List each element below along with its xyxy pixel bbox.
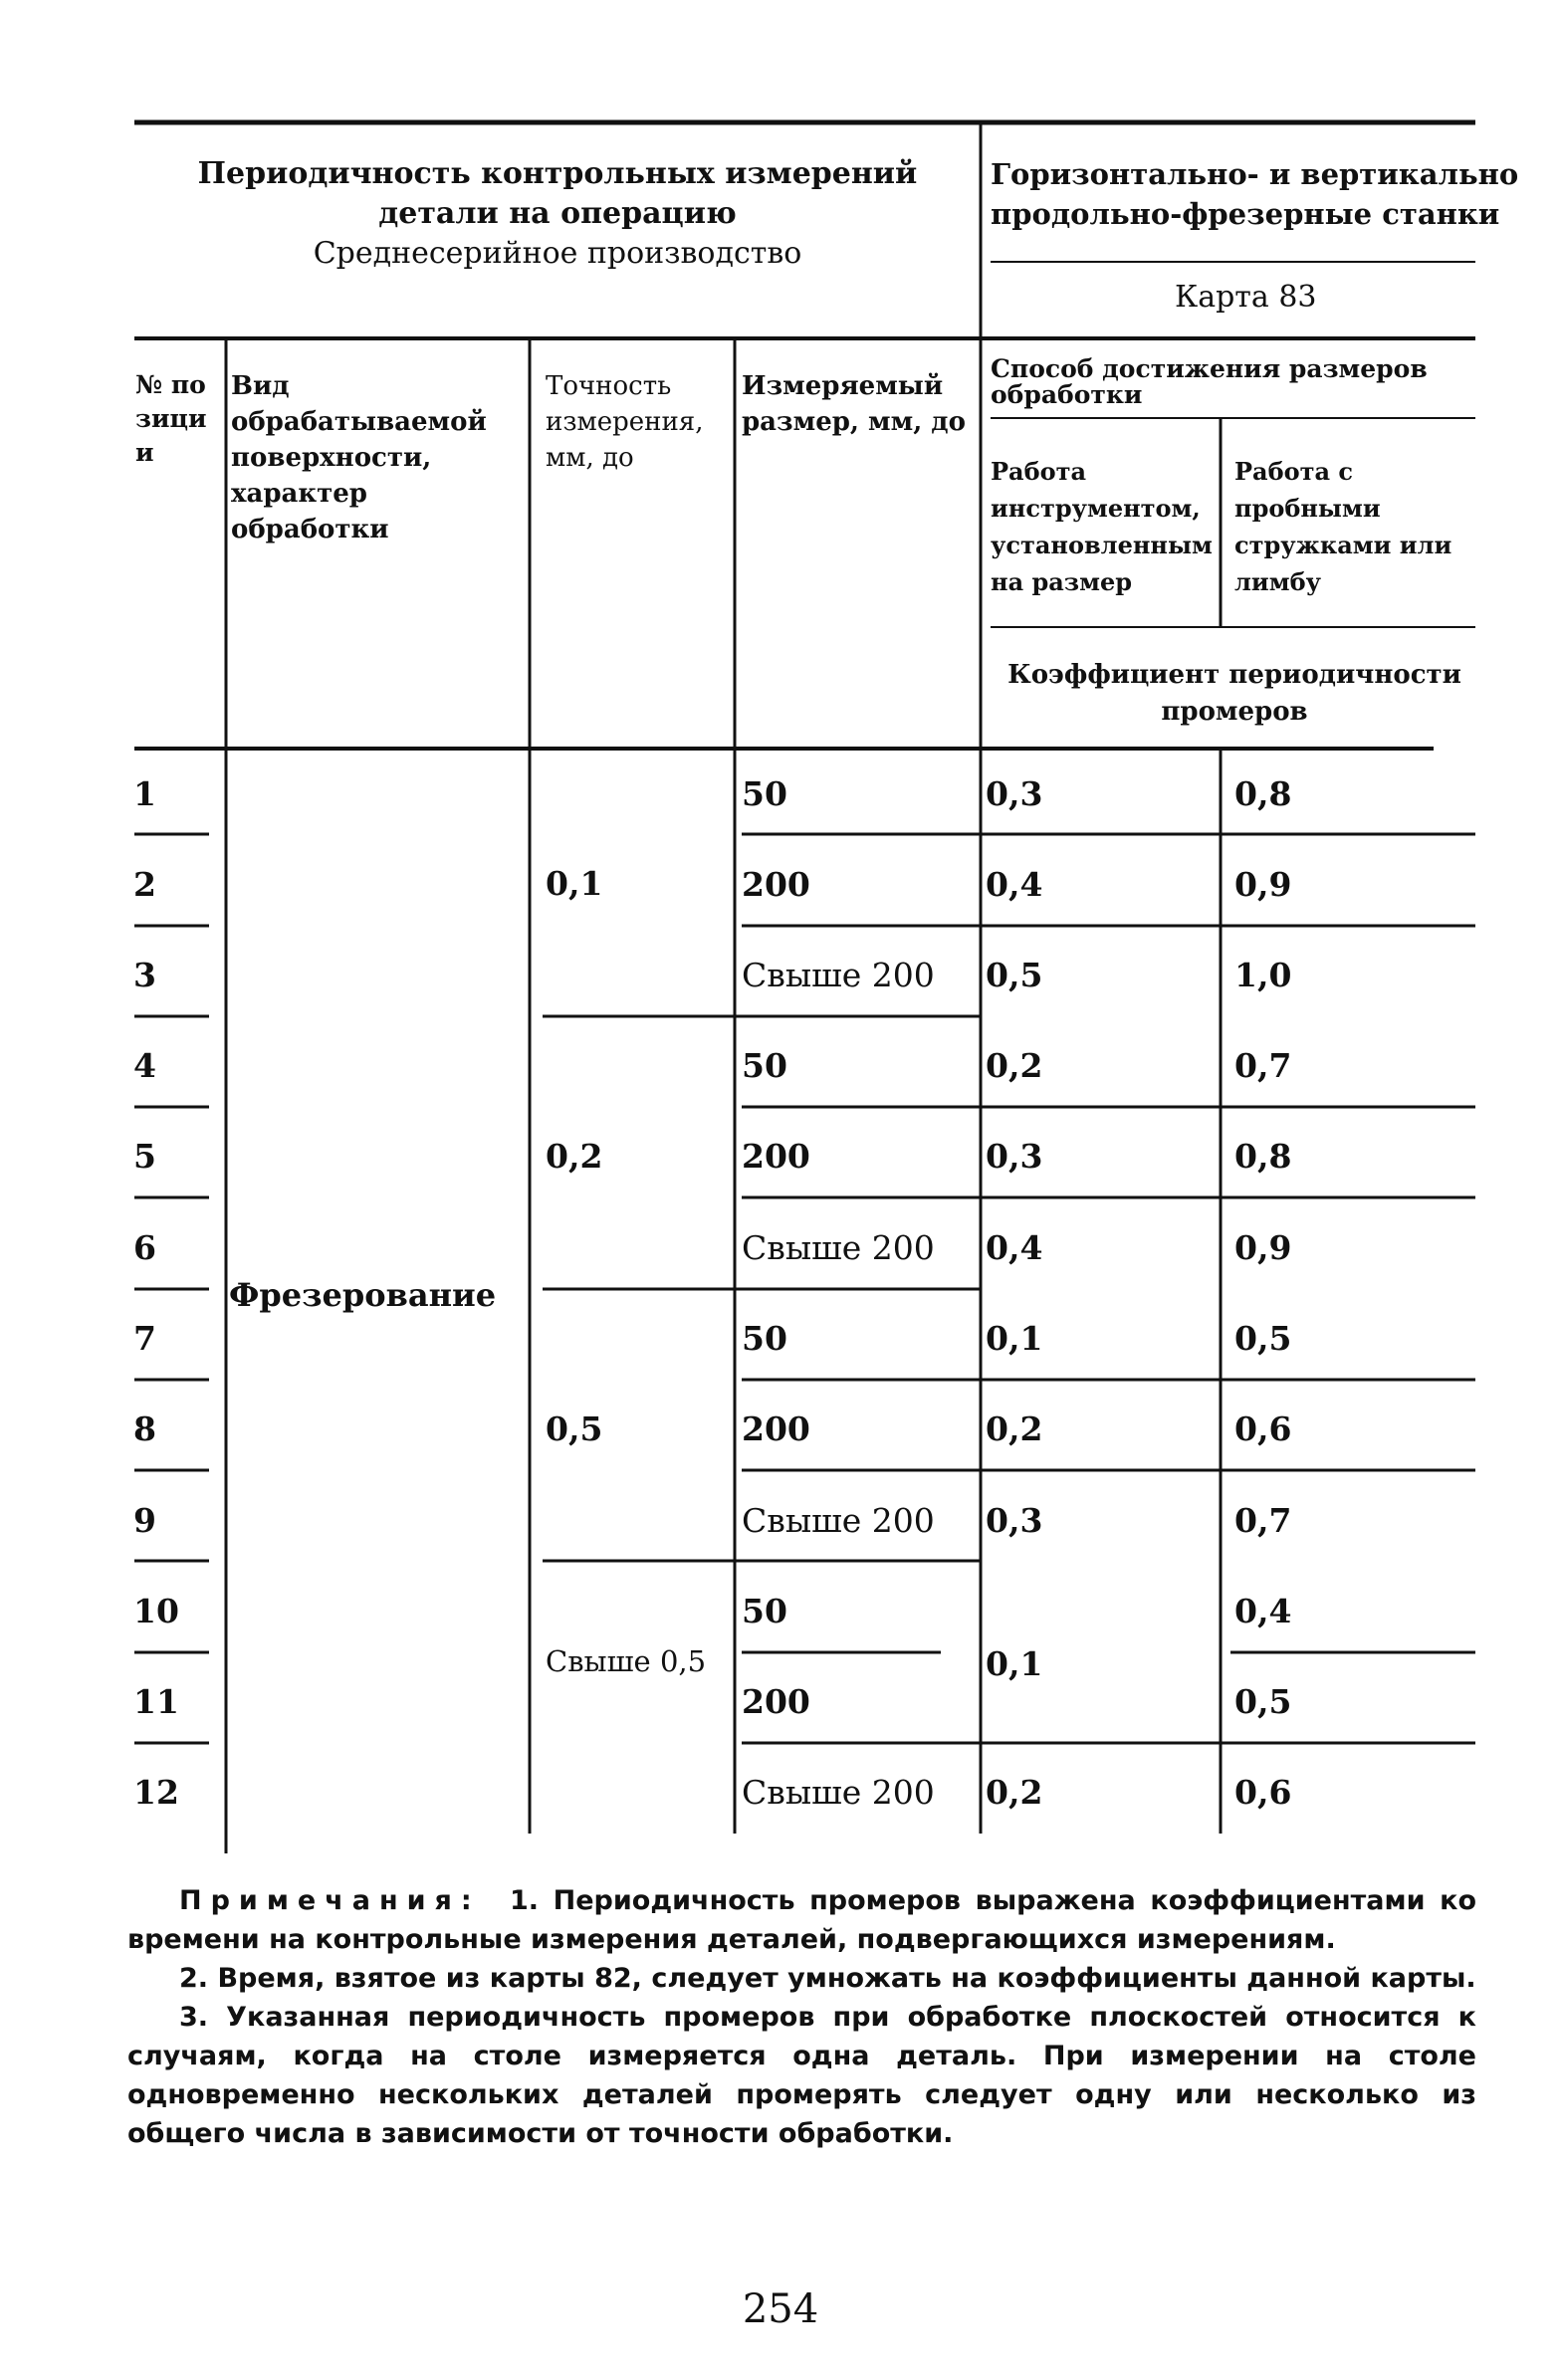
row-size: 200 (742, 1409, 810, 1448)
row-coef-trial: 1,0 (1234, 956, 1292, 994)
note-1-text: 1. Периодичность промеров выражена коэффициентами ко времени на контрольные измерения деталей, подвергающихся измерениям. (127, 1885, 1477, 1955)
row-coef-trial: 0,8 (1234, 1137, 1292, 1176)
row-size: 200 (742, 1682, 810, 1721)
row-pos: 4 (133, 1046, 156, 1085)
row-size: Свыше 200 (742, 1773, 935, 1812)
row-coef-trial: 0,6 (1234, 1409, 1292, 1448)
col-header-method: Способ достижения размеров обработки (991, 354, 1428, 409)
row-pos: 3 (133, 956, 156, 994)
surface-value: Фрезерование (229, 1276, 497, 1314)
row-coef-tool: 0,2 (986, 1046, 1043, 1085)
col-header-size: Измеряемый размер, мм, до (742, 371, 966, 437)
left-title-line-3: Среднесерийное производство (313, 236, 802, 271)
row-coef-tool: 0,4 (986, 1228, 1043, 1267)
row-coef-tool: 0,2 (986, 1409, 1043, 1448)
row-coef-tool: 0,3 (986, 1137, 1043, 1176)
note-2: 2. Время, взятое из карты 82, следует умножать на коэффициенты данной карты. (179, 1963, 1476, 1994)
row-coef-trial: 0,7 (1234, 1501, 1292, 1540)
row-pos: 1 (133, 774, 156, 813)
row-pos: 6 (133, 1228, 156, 1267)
row-coef-trial: 0,4 (1234, 1592, 1292, 1630)
left-title-line-1: Периодичность контрольных измерений (197, 156, 918, 191)
col-header-method-tool: Работа инструментом, установленным на размер (991, 457, 1213, 596)
col-header-coefficient: Коэффициент периодичности промеров (1007, 660, 1461, 727)
right-title-line-1: Горизонтально- и вертикально (991, 157, 1519, 191)
row-size: 50 (742, 774, 787, 813)
row-size: Свыше 200 (742, 956, 935, 994)
row-size: 200 (742, 1137, 810, 1176)
card-number: Карта 83 (1175, 280, 1317, 315)
row-size: 50 (742, 1319, 787, 1358)
row-pos: 5 (133, 1137, 156, 1176)
col-header-method-trial: Работа с пробными стружками или лимбу (1234, 457, 1452, 596)
row-size: Свыше 200 (742, 1228, 935, 1267)
right-title-line-2: продольно-фрезерные станки (991, 197, 1500, 231)
row-coef-trial: 0,8 (1234, 774, 1292, 813)
row-pos: 12 (133, 1773, 179, 1812)
row-pos: 10 (133, 1592, 179, 1630)
row-size: 200 (742, 865, 810, 904)
row-size: 50 (742, 1592, 787, 1630)
row-coef-trial: 0,9 (1234, 865, 1292, 904)
accuracy-group-4: Свыше 0,5 (546, 1644, 707, 1678)
row-coef-trial: 0,5 (1234, 1682, 1292, 1721)
row-pos: 7 (133, 1319, 156, 1358)
row-coef-tool: 0,4 (986, 865, 1043, 904)
row-pos: 9 (133, 1501, 156, 1540)
note-1 (127, 1881, 1476, 1959)
notes-block (127, 1881, 1476, 2153)
col-header-pos: № позиции (135, 370, 207, 467)
row-coef-trial: 0,6 (1234, 1773, 1292, 1812)
row-coef-tool-merged: 0,1 (986, 1644, 1043, 1683)
row-coef-tool: 0,3 (986, 1501, 1043, 1540)
row-pos: 11 (133, 1682, 179, 1721)
row-size: 50 (742, 1046, 787, 1085)
row-coef-tool: 0,2 (986, 1773, 1043, 1812)
notes-label: Примечания: (179, 1885, 481, 1916)
row-coef-trial: 0,9 (1234, 1228, 1292, 1267)
accuracy-group-2: 0,2 (546, 1137, 603, 1176)
accuracy-group-1: 0,1 (546, 864, 603, 903)
row-coef-trial: 0,5 (1234, 1319, 1292, 1358)
row-coef-tool: 0,1 (986, 1319, 1043, 1358)
left-title-line-2: детали на операцию (378, 196, 737, 231)
row-pos: 2 (133, 865, 156, 904)
accuracy-group-3: 0,5 (546, 1409, 603, 1448)
row-pos: 8 (133, 1409, 156, 1448)
col-header-accuracy: Точность измерения, мм, до (546, 371, 704, 473)
row-coef-trial: 0,7 (1234, 1046, 1292, 1085)
page-number: 254 (742, 2286, 819, 2332)
row-coef-tool: 0,5 (986, 956, 1043, 994)
col-header-surface: Вид обрабатываемой поверхности, характер обработки (231, 371, 487, 544)
row-coef-tool: 0,3 (986, 774, 1043, 813)
note-3: 3. Указанная периодичность промеров при обработке плоскостей относится к случаям, когда на столе измеряется одна деталь. При измерении на столе одновременно нескольких деталей промерять следует одну или несколько из общего числа в зависимости от точности обработки. (127, 2002, 1476, 2149)
row-size: Свыше 200 (742, 1501, 935, 1540)
